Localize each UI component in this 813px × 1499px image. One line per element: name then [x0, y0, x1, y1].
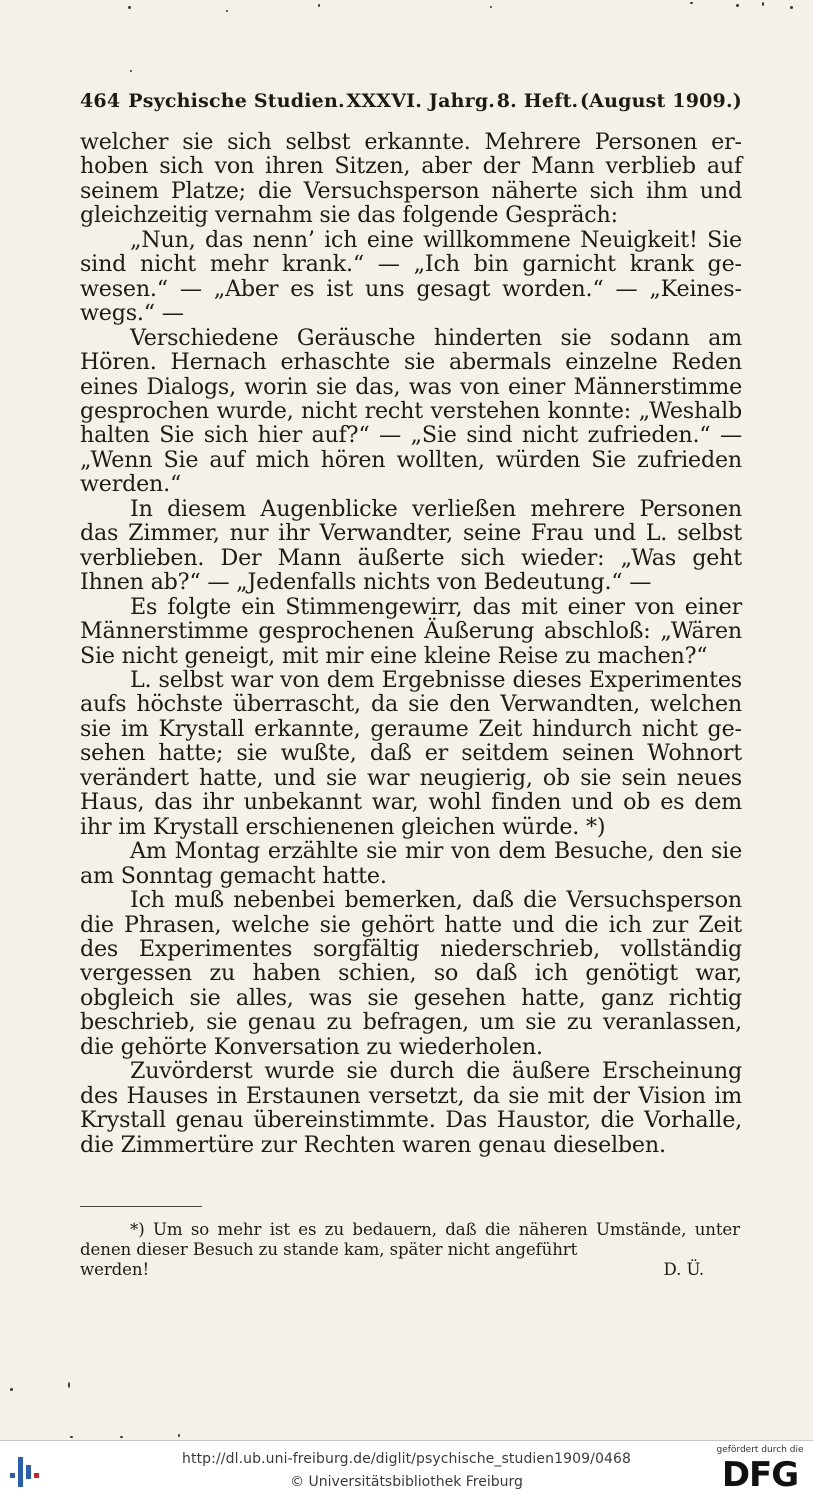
page-number: 464 — [80, 90, 121, 112]
paragraph: „Nun, das nenn’ ich eine willkommene Neuigkeit! Sie sind nicht mehr krank.“ — „Ich bin garnicht krank gewesen.“ — „Aber es ist uns gesagt worden.“ — „Keineswegs.“ — — [80, 226, 742, 327]
copyright: © Universitätsbibliothek Freiburg — [290, 1474, 523, 1490]
footnote-rule — [80, 1206, 202, 1207]
paragraph: Es folgte ein Stimmengewirr, das mit einer von einer Männerstimme gesprochenen Äußerung abschloß: „Wären Sie nicht geneigt, mit mir eine kleine Reise zu machen?“ — [80, 593, 742, 669]
paragraph: L. selbst war von dem Ergebnisse dieses Experimentes aufs höchste überrascht, da sie den Verwandten, welchen sie im Krystall erkannte, geraume Zeit hindurch nicht gesehen hatte; sie wußte, daß er seitdem seinen Wohnort verändert hatte, und sie war neugierig, ob sie sein neues Haus, das ihr unbekannt war, wohl finden und ob es dem ihr im Krystall erschienenen gleichen würde. *) — [80, 666, 742, 840]
dfg-logo — [715, 1445, 805, 1497]
paragraph: welcher sie sich selbst erkannte. Mehrere Personen erhoben sich von ihren Sitzen, aber der Mann verblieb auf seinem Platze; die Versuchsperson näherte sich ihm und gleichzeitig vernahm sie das folgende Gespräch: — [80, 129, 742, 229]
viewer-footer — [0, 1440, 813, 1499]
footnote-last-line: werden! — [80, 1260, 150, 1279]
body-text — [80, 130, 742, 1157]
journal-title: Psychische Studien. — [128, 90, 345, 112]
paragraph: Am Montag erzählte sie mir von dem Besuche, den sie am Sonntag gemacht hatte. — [80, 838, 742, 889]
volume: XXXVI. Jahrg. — [346, 90, 496, 112]
issue-date: (August 1909.) — [579, 90, 742, 112]
paragraph: Verschiedene Geräusche hinderten sie sodann am Hören. Hernach erhaschte sie abermals einzelne Reden eines Dialogs, worin sie das, was von einer Männerstimme gesprochen wurde, nicht recht verstehen konnte: „Weshalb halten Sie sich hier auf?“ — „Sie sind nicht zufrieden.“ — „Wenn Sie auf mich hören wollten, würden Sie zufrieden werden.“ — [80, 324, 742, 498]
dfg-mark: DFG — [721, 1455, 799, 1495]
footnote-signature: D. Ü. — [663, 1260, 704, 1279]
footnote-text: *) Um so mehr ist es zu bedauern, daß die näheren Umstände, unter denen dieser Besuch zu stande kam, später nicht angeführt — [80, 1220, 740, 1259]
footnote — [80, 1220, 740, 1280]
paragraph: Ich muß nebenbei bemerken, daß die Versuchsperson die Phrasen, welche sie gehört hatte und die ich zur Zeit des Experimentes sorgfältig niederschrieb, vollständig vergessen zu haben schien, so daß ich genötigt war, obgleich sie alles, was sie gesehen hatte, ganz richtig beschrieb, sie genau zu befragen, um sie zu veranlassen, die gehörte Konversation zu wiederholen. — [80, 887, 742, 1060]
permalink[interactable]: http://dl.ub.uni-freiburg.de/diglit/psychische_studien1909/0468 — [182, 1451, 631, 1467]
paragraph: Zuvörderst wurde sie durch die äußere Erscheinung des Hauses in Erstaunen versetzt, da sie mit der Vision im Krystall genau übereinstimmte. Das Haustor, die Vorhalle, die Zimmertüre zur Rechten waren genau dieselben. — [80, 1058, 742, 1158]
issue: 8. Heft. — [496, 90, 579, 112]
running-head — [80, 88, 742, 114]
paragraph: In diesem Augenblicke verließen mehrere Personen das Zimmer, nur ihr Verwandter, seine Frau und L. selbst verblieben. Der Mann äußerte sich wieder: „Was geht Ihnen ab?“ — „Jedenfalls nichts von Bedeutung.“ — — [80, 495, 742, 596]
dfg-caption: gefördert durch die — [716, 1445, 804, 1455]
